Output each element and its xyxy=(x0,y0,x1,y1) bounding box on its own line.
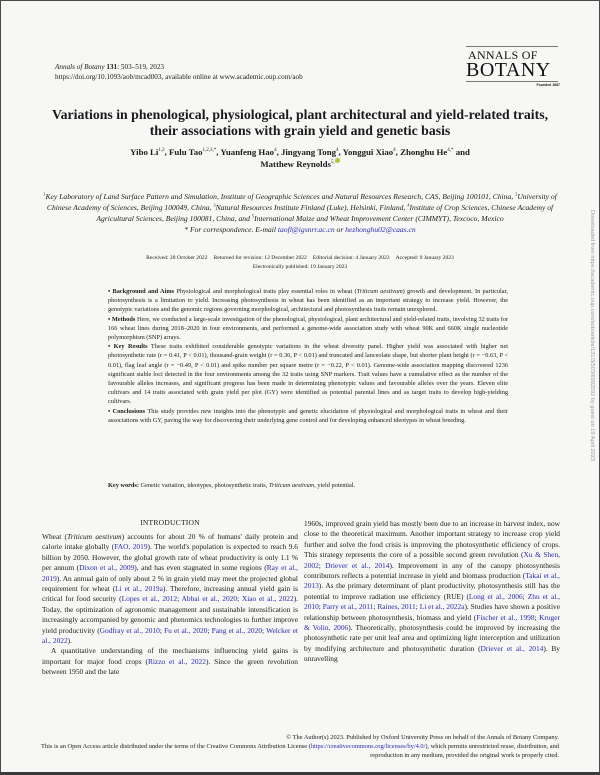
citation-link[interactable]: FAO, 2019 xyxy=(114,542,148,552)
author-affiliation-sup: 4 xyxy=(335,148,339,154)
affiliation-5: International Maize and Wheat Improvement Center (CIMMYT), Texcoco, Mexico xyxy=(254,214,504,223)
body-text: ). An annual gain of only about 2 % in grain yield may meet the projected global requirement for wheat ( xyxy=(42,573,298,594)
abstract-text: Here, we conducted a large-scale investigation of the phenological, physiological, plant architectural and yield-related traits, involving 32 traits for 166 wheat lines during 2018–2020 in four environments, and performed a genome-wide association study with wheat 90K and 660K single nucleotide polymorphism (SNP) arrays. xyxy=(108,315,509,342)
author-separator: , xyxy=(338,147,343,157)
journal-pages: : 503–519, 2023 xyxy=(117,63,165,71)
body-text: ; xyxy=(159,625,165,635)
date-revision: Returned for revision: 12 December 2022 xyxy=(213,255,307,261)
body-text: 1960s, improved grain yield has mostly been due to an increase in harvest index, now close to the theoretical maximum. Another important strategy to increase crop yield further and solve the food crisis is improving the photosynthetic efficiency of crops. This strategy represents the core of a possible second green revolution ( xyxy=(304,519,560,560)
article-dates xyxy=(40,254,560,272)
license-link[interactable]: https://creativecommons.org/licenses/by/4.0/ xyxy=(310,743,426,750)
body-paragraph xyxy=(42,646,298,677)
download-watermark xyxy=(585,210,595,570)
body-text: ). Today, the optimization of agronomic management and sustainable intensification is increasingly accompanied by genomic and phenomics technologies to further improve yield productivity ( xyxy=(42,594,299,635)
abstract-conclusions xyxy=(108,407,508,425)
abstract-text: Physiological and morphological traits play essential roles in wheat ( xyxy=(174,288,357,295)
citation-link[interactable]: Long et al., 2006 xyxy=(468,591,523,601)
affil-sup: 4 xyxy=(407,202,410,208)
affiliation-4: Institute of Crop Sciences, Chinese Academy of Agricultural Sciences, Beijing 100081, China, and xyxy=(96,203,554,223)
body-column-right xyxy=(304,519,560,665)
license-text: ), which permits unrestricted reuse, distribution, and reproduction in any medium, provided the original work is properly cited. xyxy=(370,743,559,759)
body-text: ; xyxy=(522,591,528,601)
license-text: This is an Open Access article distributed under the terms of the Creative Commons Attribution License ( xyxy=(41,743,311,750)
body-text: ). Studies have shown a positive relationship between photosynthesis, biomass and yield ( xyxy=(304,602,560,622)
email-link-1[interactable]: taofl@igsnrr.ac.cn xyxy=(277,225,335,234)
citation-link[interactable]: Driever et al., 2014 xyxy=(325,560,390,570)
copyright-line: © The Author(s) 2023. Published by Oxford University Press on behalf of the Annals of Botany Company. xyxy=(286,734,559,741)
author-name[interactable]: Matthew Reynolds xyxy=(260,159,331,169)
author-affiliation-sup: 1,2 xyxy=(158,148,165,154)
email-link-2[interactable]: hezhonghu02@caas.cn xyxy=(345,225,416,234)
license-line xyxy=(40,742,559,760)
body-text: ; xyxy=(534,612,540,622)
body-text: ; xyxy=(207,625,212,635)
body-text: ). Therefore, increasing annual yield gain is critical for food security ( xyxy=(42,584,298,604)
citation-link[interactable]: Zhu et al., 2010 xyxy=(304,591,560,612)
logo-founded: Founded 1887 xyxy=(536,83,560,87)
author-affiliation-sup: 4 xyxy=(393,148,396,154)
abstract-label: • Background and Aims xyxy=(108,288,175,295)
body-text: ; xyxy=(415,602,420,612)
author-separator: , xyxy=(276,147,281,157)
journal-meta xyxy=(55,62,303,82)
logo-rule-top xyxy=(466,46,558,47)
author-affiliation-sup: 5, xyxy=(330,160,335,166)
logo-rule-bottom xyxy=(466,81,558,82)
author-name[interactable]: Yonggui Xiao xyxy=(342,147,394,157)
citation-link[interactable]: Driever et al., 2014 xyxy=(480,643,544,653)
citation-link[interactable]: Dixon et al., 2009 xyxy=(79,563,135,573)
body-paragraph xyxy=(42,532,298,646)
body-text: ; xyxy=(318,560,326,570)
author-affiliation-sup: 1,2,3,* xyxy=(202,148,217,154)
body-text: ; xyxy=(318,602,323,612)
correspondence-or: or xyxy=(334,225,346,234)
author-separator: , xyxy=(395,147,401,157)
citation-link[interactable]: Abbai et al., 2020 xyxy=(181,594,238,604)
copyright-footer xyxy=(40,733,559,760)
species-name: Triticum aestivum xyxy=(268,482,315,489)
citation-link[interactable]: Welcker et al., 2022 xyxy=(42,625,298,646)
citation-link[interactable]: Rizzo et al., 2022 xyxy=(147,656,206,666)
affil-sup: 1 xyxy=(43,191,46,197)
journal-citation xyxy=(55,62,303,72)
species-name: Triticum aestivum xyxy=(356,288,403,295)
body-text: ; xyxy=(177,594,182,604)
author-separator: and xyxy=(453,147,470,157)
abstract-label: • Methods xyxy=(108,315,136,323)
citation-link[interactable]: Xu & Shen, 2002 xyxy=(304,550,560,570)
body-text: ). Since the green revolution between 1950 and the late xyxy=(42,656,298,677)
doi-line[interactable]: https://doi.org/10.1093/aob/mcad003, available online at www.academic.oup.com/aob xyxy=(55,73,303,81)
keywords-label: Key words: xyxy=(108,482,139,489)
author-separator: , xyxy=(216,147,221,157)
logo-line2: BOTANY xyxy=(466,59,551,81)
citation-link[interactable]: Lopes et al., 2012 xyxy=(121,594,178,604)
abstract-results xyxy=(108,342,508,406)
date-received: Received: 28 October 2022 xyxy=(146,255,208,261)
body-text: ). As the primary determinant of plant productivity, photosynthesis still has the potential to improve radiation use efficiency (RUE) ( xyxy=(304,581,560,601)
journal-volume: 131 xyxy=(106,63,118,71)
keywords xyxy=(108,481,508,490)
body-text: ; xyxy=(262,625,267,635)
abstract-label: • Key Results xyxy=(108,343,148,351)
body-text: ; xyxy=(373,602,378,612)
author-list xyxy=(40,146,560,170)
citation-link[interactable]: Raines, 2011 xyxy=(377,602,416,612)
author-name[interactable]: Yuanfeng Hao xyxy=(220,147,275,157)
abstract xyxy=(108,287,508,425)
citation-link[interactable]: Fu et al., 2020 xyxy=(164,625,208,635)
citation-link[interactable]: Parry et al., 2011 xyxy=(322,602,374,612)
citation-link[interactable]: Xiao et al., 2022 xyxy=(241,594,294,604)
logo-line1: ANNALS OF xyxy=(468,48,538,62)
date-published: Electronically published: 19 January 2023 xyxy=(252,264,348,270)
author-name[interactable]: Zhonghu He xyxy=(400,147,448,157)
citation-link[interactable]: Kruger & Volin, 2006 xyxy=(304,612,560,633)
author-affiliation-sup: 4,* xyxy=(447,148,454,154)
download-watermark-text: Downloaded from https://academic.oup.com/aob/article/131/3/503/6992592 by guest on 19 April 2023 xyxy=(589,210,595,461)
section-heading-introduction: INTRODUCTION xyxy=(140,518,200,527)
correspondence-label: * For correspondence. E-mail xyxy=(184,225,278,234)
affiliation-1: Key Laboratory of Land Surface Pattern and Simulation, Institute of Geographic Sciences and Natural Resources Research, CAS, Beijing 100101, China, xyxy=(45,192,516,201)
affiliation-2: University of Chinese Academy of Sciences, Beijing 100049, China, xyxy=(46,192,557,212)
body-text: ) accounts for about 20 % of humans' daily protein and calorie intake globally ( xyxy=(42,532,299,552)
affiliation-3: Natural Resources Institute Finland (Luke), Helsinki, Finland, xyxy=(215,203,408,212)
citation-link[interactable]: Ray et al., 2019 xyxy=(42,563,298,583)
abstract-text: These traits exhibited considerable genotypic variations in the wheat diversity panel. Higher yield was associated with higher net photosynthetic rate (r = 0.41, P < 0.01), thousand-grain weight (r = 0.36, P < 0.01) and truncated and lanceolate shape, but shorter plant height (r = −0.63, P < 0.01), flag leaf angle (r = −0.49, P < 0.01) and spike number per square metre (r = −0.22, P < 0.01). Genome-wide association mapping discovered 1236 significant stable loci detected in the four environments among the 32 traits using SNP markers. Trait values have a cumulative effect as the number of the favourable alleles increases, and significant progress has been made in determining phenotypic values and favourable alleles over the years. Eleven elite cultivars and 14 traits associated with grain yield per plot (GY) were identified as potential parental lines and as target traits to develop high-yielding cultivars. xyxy=(108,343,508,406)
body-text: ). xyxy=(67,636,72,646)
citation-link[interactable]: Pang et al., 2020 xyxy=(211,625,263,635)
keywords-text: Genetic variation, ideotypes, photosynthetic traits, xyxy=(138,482,269,489)
journal-name: Annals of Botany xyxy=(55,63,105,71)
affil-sup: 5 xyxy=(251,213,255,219)
citation-link[interactable]: Takai et al., 2013 xyxy=(304,571,560,591)
citation-link[interactable]: Fischer et al., 1998 xyxy=(476,612,535,622)
journal-logo xyxy=(466,46,562,87)
article-title: Variations in phenological, physiological, plant architectural and yield-related traits, their associations with grain yield and genetic basis xyxy=(51,107,549,138)
author-name[interactable]: Jingyang Tong xyxy=(280,147,336,157)
date-editorial: Editorial decision: 4 January 2023 xyxy=(312,255,390,261)
affil-sup: 2 xyxy=(515,191,518,197)
author-name[interactable]: Fulu Tao xyxy=(169,147,203,157)
body-text: ; xyxy=(237,594,242,604)
abstract-methods xyxy=(108,315,508,343)
body-paragraph xyxy=(304,519,560,665)
citation-link[interactable]: Li et al., 2022a xyxy=(419,602,465,612)
body-text: Wheat ( xyxy=(42,532,68,541)
abstract-label: • Conclusions xyxy=(108,407,146,415)
body-text: ). The world's population is expected to reach 9.6 billion by 2050. However, the global growth rate of wheat productivity is only 1.1 % per annum ( xyxy=(42,542,299,573)
abstract-text: ) growth and development. In particular, photosynthesis is a limitation to yield. Increasing photosynthesis in wheat has been identified as an important strategy to increase yield. However, the genotypic variations and the genomic regions governing morphological, architectural and photosynthesis traits remain unexplored. xyxy=(108,288,508,314)
citation-link[interactable]: Li et al., 2019a xyxy=(115,584,163,594)
author-name[interactable]: Yibo Li xyxy=(130,147,159,157)
body-text: A quantitative understanding of the mechanisms influencing yield gains is important for major food crops ( xyxy=(42,646,298,666)
orcid-icon[interactable] xyxy=(335,158,340,163)
abstract-text: This study provides new insights into the phenotypic and genetic elucidation of physiological and morphological traits in wheat and their associations with GY, paving the way for discovering their underlying gene control and for developing enhanced ideotypes in wheat breeding. xyxy=(108,407,509,424)
body-text: ), and has even stagnated in some regions ( xyxy=(134,563,267,573)
body-column-left xyxy=(42,532,298,678)
author-separator: , xyxy=(164,147,170,157)
affil-sup: 3 xyxy=(213,202,216,208)
affiliations xyxy=(40,191,560,235)
body-text: ). By unravelling xyxy=(304,643,560,664)
body-text: ). Theoretically, photosynthesis could be improved by increasing the photosynthetic rate per unit leaf area and optimizing light interception and utilization by modifying architecture and photosynthetic duration ( xyxy=(304,623,561,653)
body-text: ). Improvement in any of the canopy photosynthesis contributors reflects a potential increase in yield and biomass production ( xyxy=(304,560,560,581)
abstract-background xyxy=(108,287,508,315)
author-affiliation-sup: 4 xyxy=(274,148,277,154)
species-name: Triticum aestivum xyxy=(67,532,122,541)
date-accepted: Accepted: 9 January 2023 xyxy=(395,255,454,261)
keywords-text: , yield potential. xyxy=(314,482,356,489)
citation-link[interactable]: Godfray et al., 2010 xyxy=(99,625,160,635)
